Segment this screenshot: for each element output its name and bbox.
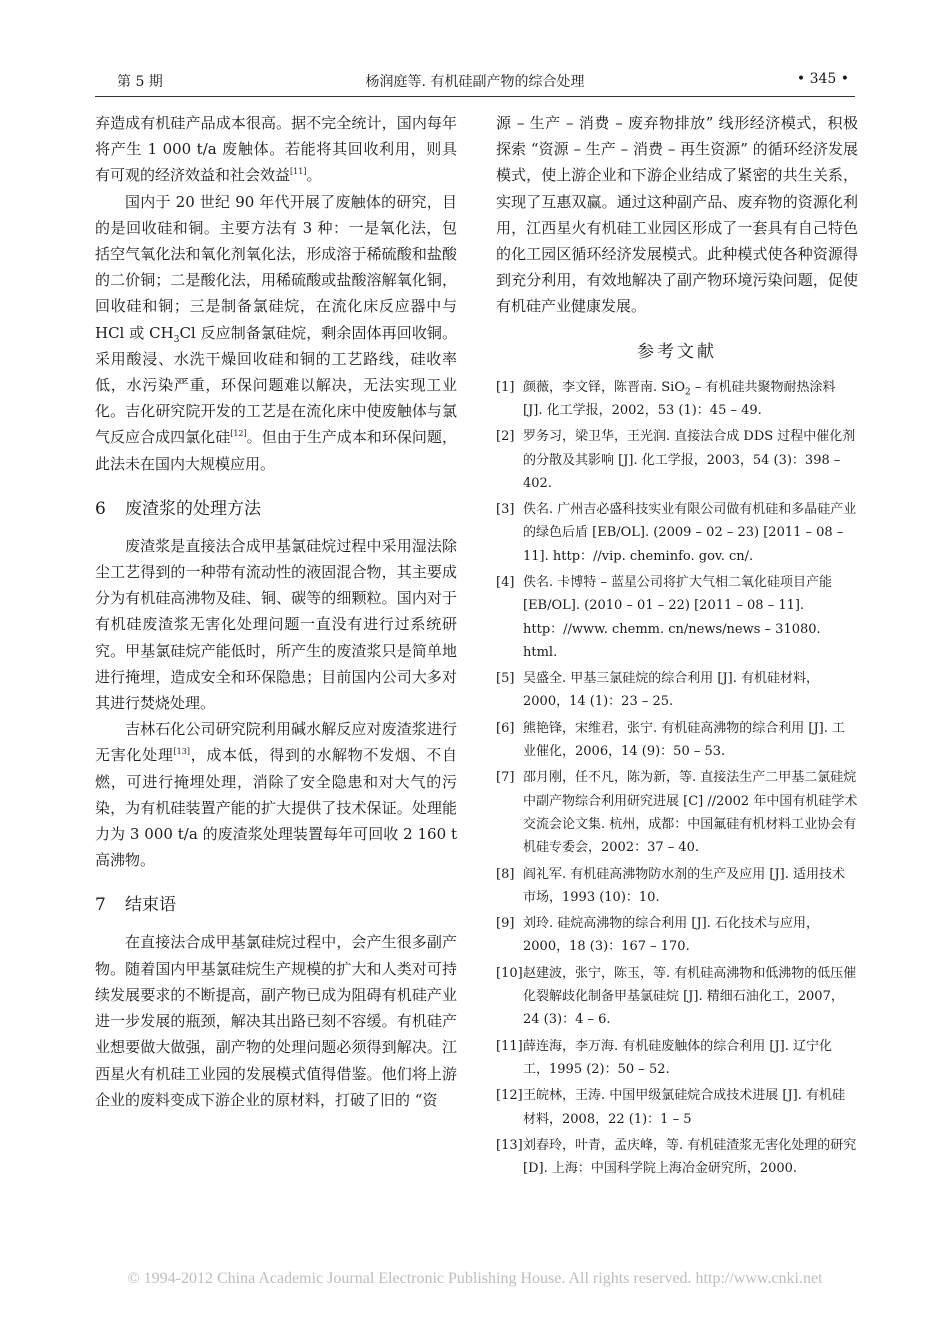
- paragraph-text: 弃造成有机硅产品成本很高。据不完全统计，国内每年将产生 1 000 t/a 废触体。若能将其回收利用，则具有可观的经济效益和社会效益: [95, 114, 457, 185]
- reference-number: [12]: [496, 1088, 523, 1104]
- section-title: 结束语: [125, 895, 176, 916]
- reference-number: [9]: [496, 916, 515, 932]
- paragraph-text: 。: [306, 166, 322, 185]
- reference-item: [496, 962, 858, 1032]
- reference-number: [10]: [496, 965, 523, 981]
- reference-text: 佚名. 卡博特 – 蓝星公司将扩大气相二氧化硅项目产能 [EB/OL]. (2010 – 01 – 22) [2011 – 08 – 11]. http：//www. chemm. cn/news/news – 31080. html.: [523, 575, 833, 660]
- citation: [13]: [173, 747, 190, 757]
- reference-text: 熊艳锋，宋维君，张宁. 有机硅高沸物的综合利用 [J]. 工业催化，2006，14 (9)：50 – 53.: [523, 720, 846, 760]
- reference-number: [7]: [496, 770, 515, 786]
- reference-text: – 有机硅共聚物耐热涂料 [J]. 化工学报，2002，53 (1)：45 – 49.: [523, 379, 836, 418]
- section-number: 6: [95, 498, 106, 519]
- copyright-footer: © 1994-2012 China Academic Journal Electronic Publishing House. All rights reserved. http://www.cnki.net: [127, 1270, 823, 1287]
- running-title: 杨润庭等. 有机硅副产物的综合处理: [365, 74, 585, 90]
- reference-text: 佚名. 广州吉必盛科技实业有限公司做有机硅和多晶硅产业的绿色后盾 [EB/OL]. (2009 – 02 – 23) [2011 – 08 – 11]. http：//vip. cheminfo. gov. cn/.: [523, 502, 857, 564]
- reference-item: [496, 717, 858, 764]
- reference-text: 邵月刚，任不凡，陈为新，等. 直接法生产二甲基二氯硅烷中副产物综合利用研究进展 [C] //2002 年中国有机硅学术交流会论文集. 杭州，成都：中国氟硅有机材料工业协会有机硅专委会，2002：37 – 40.: [523, 770, 858, 856]
- subscript: 2: [685, 387, 691, 398]
- reference-item: [496, 1134, 858, 1181]
- reference-text: 颜薇，李文铎，陈晋南. SiO: [523, 379, 685, 395]
- reference-number: [1]: [496, 379, 515, 395]
- section-title: 废渣浆的处理方法: [125, 498, 261, 519]
- paragraph-text: 国内于 20 世纪 90 年代开展了废触体的研究，目的是回收硅和铜。主要方法有 3 种：一是氧化法，包括空气氧化法和氧化剂氧化法，形成溶于稀硫酸和盐酸的二价铜；二是酸化法，用稀硫酸或盐酸溶解氧化铜，回收硅和铜；三是制备氯硅烷，在流化床反应器中与 HCl 或 CH: [95, 192, 457, 342]
- reference-item: [496, 571, 858, 664]
- reference-number: [4]: [496, 575, 515, 590]
- reference-number: [8]: [496, 866, 515, 882]
- reference-item: [496, 912, 858, 959]
- section-number: 7: [95, 895, 106, 916]
- reference-number: [11]: [496, 1038, 523, 1054]
- reference-item: [496, 766, 858, 859]
- paragraph: [95, 716, 457, 873]
- reference-number: [2]: [496, 429, 515, 445]
- citation: [12]: [230, 429, 247, 439]
- paragraph: [95, 189, 457, 477]
- reference-item: [496, 863, 858, 910]
- reference-text: 赵建波，张宁，陈玉，等. 有机硅高沸物和低沸物的低压催化裂解歧化制备甲基氯硅烷 [J]. 精细石油化工，2007，24 (3)：4 – 6.: [523, 965, 857, 1028]
- paragraph-text: ，成本低，得到的水解物不发烟、不自燃，可进行掩埋处理，消除了安全隐患和对大气的污染，为有机硅装置产能的扩大提供了技术保证。处理能力为 3 000 t/a 的废渣浆处理装置每年可回收 2 160 t 高沸物。: [95, 746, 457, 870]
- issue-number: 第 5 期: [117, 74, 163, 90]
- paragraph: [95, 110, 457, 189]
- reference-text: 刘春玲，叶青，孟庆峰，等. 有机硅渣浆无害化处理的研究 [D]. 上海：中国科学院上海冶金研究所，2000.: [523, 1137, 857, 1177]
- reference-item: [496, 1084, 858, 1131]
- reference-text: 刘玲. 硅烷高沸物的综合利用 [J]. 石化技术与应用，2000，18 (3)：167 – 170.: [523, 916, 820, 955]
- reference-item: [496, 376, 858, 423]
- section-heading-6: [95, 495, 457, 523]
- reference-text: 吴盛全. 甲基三氯硅烷的综合利用 [J]. 有机硅材料，2000，14 (1)：23 – 25.: [523, 671, 820, 710]
- right-column: [496, 110, 858, 1183]
- left-column: [95, 110, 457, 1113]
- reference-number: [3]: [496, 502, 515, 518]
- paragraph-text: Cl 反应制备氯硅烷，剩余固体再回收铜。采用酸浸、水洗干燥回收硅和铜的工艺路线，硅收率低，水污染严重，环保问题难以解决，无法实现工业化。吉化研究院开发的工艺是在流化床中使废触体与氯气反应合成四氯化硅: [95, 323, 457, 447]
- reference-item: [496, 425, 858, 495]
- paragraph: 废渣浆是直接法合成甲基氯硅烷过程中采用湿法除尘工艺得到的一种带有流动性的液固混合物，其主要成分为有机硅高沸物及硅、铜、碳等的细颗粒。国内对于有机硅废渣浆无害化处理问题一直没有进行过系统研究。甲基氯硅烷产能低时，所产生的废渣浆只是简单地进行掩埋，造成安全和环保隐患；目前国内公司大多对其进行焚烧处理。: [95, 536, 457, 713]
- reference-number: [5]: [496, 671, 515, 687]
- page-number: • 345 •: [796, 71, 849, 87]
- reference-item: [496, 1035, 858, 1082]
- paragraph: 在直接法合成甲基氯硅烷过程中，会产生很多副产物。随着国内甲基氯硅烷生产规模的扩大和人类对可持续发展要求的不断提高，副产物已成为阻碍有机硅产业进一步发展的瓶颈，解决其出路已刻不容缓。有机硅产业想要做大做强，副产物的处理问题必须得到解决。江西星火有机硅工业园的发展模式值得借鉴。他们将上游企业的废料变成下游企业的原材料，打破了旧的 “资: [95, 933, 457, 1109]
- reference-text: 王皖林，王涛. 中国甲级氯硅烷合成技术进展 [J]. 有机硅材料，2008，22 (1)：1 – 5: [523, 1088, 846, 1127]
- section-heading-7: [95, 891, 457, 919]
- reference-item: [496, 667, 858, 714]
- reference-item: [496, 498, 858, 568]
- paragraph-text: 。但由于生产成本和环保问题，此法未在国内大规模应用。: [95, 428, 457, 473]
- paragraph-text: 吉林石化公司研究院利用碱水解反应对废渣浆进行无害化处理: [95, 720, 457, 765]
- subscript: 3: [173, 334, 180, 345]
- citation: [11]: [290, 167, 307, 177]
- paragraph: 源 – 生产 – 消费 – 废弃物排放” 线形经济模式，积极探索 “资源 – 生产 – 消费 – 再生资源” 的循环经济发展模式，使上游企业和下游企业结成了紧密的共生关系，实现了互惠双赢。通过这种副产品、废弃物的资源化利用，江西星火有机硅工业园区形成了一套具有自己特色的化工园区循环经济发展模式。此种模式使各种资源得到充分利用，有效地解决了副产物环境污染问题，促使有机硅产业健康发展。: [496, 114, 858, 316]
- reference-number: [13]: [496, 1137, 523, 1153]
- reference-text: 罗务习，梁卫华，王光润. 直接法合成 DDS 过程中催化剂的分散及其影响 [J]. 化工学报，2003，54 (3)：398 – 402.: [523, 429, 856, 491]
- references-heading: 参考文献: [637, 341, 717, 362]
- reference-list: [496, 376, 858, 1181]
- reference-number: [6]: [496, 720, 515, 736]
- running-header: [95, 66, 855, 97]
- reference-text: 阎礼军. 有机硅高沸物防水剂的生产及应用 [J]. 适用技术市场，1993 (10)：10.: [523, 866, 846, 905]
- reference-text: 薛连海，李万海. 有机硅废触体的综合利用 [J]. 辽宁化工，1995 (2)：50 – 52.: [523, 1038, 833, 1077]
